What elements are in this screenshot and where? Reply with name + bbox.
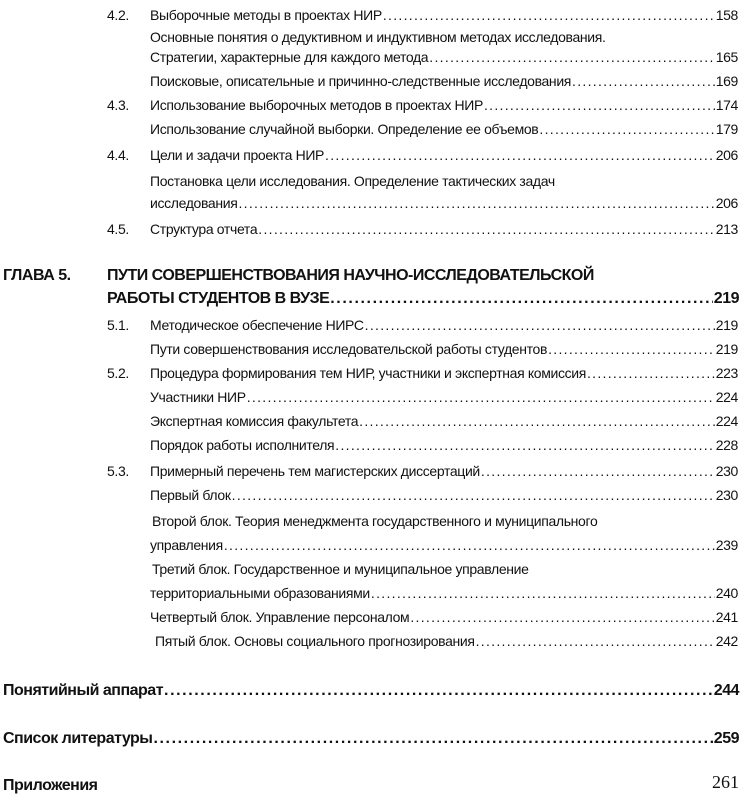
toc-entry[interactable] — [150, 72, 738, 90]
toc-entry[interactable] — [150, 436, 738, 454]
leader-dots — [238, 194, 714, 212]
toc-entry[interactable] — [150, 584, 738, 602]
leader-dots — [539, 120, 714, 138]
toc-entry[interactable] — [150, 120, 738, 138]
chapter-title: ПУТИ СОВЕРШЕНСТВОВАНИЯ НАУЧНО-ИССЛЕДОВАТЕЛЬСКОЙ — [107, 267, 594, 284]
toc-num: 4.5. — [107, 221, 129, 237]
toc-entry-title: Процедура формирования тем НИР, участники и экспертная комиссия — [150, 365, 586, 381]
toc-entry-title: Стратегии, характерные для каждого метода — [150, 49, 429, 65]
toc-entry-title: Порядок работы исполнителя — [150, 437, 335, 453]
toc-entry-page: 240 — [715, 585, 738, 601]
leader-dots — [247, 388, 715, 406]
toc-entry[interactable] — [150, 340, 738, 358]
toc-entry-page: 239 — [715, 537, 738, 553]
toc-entry[interactable] — [150, 388, 738, 406]
toc-entry-page: 242 — [715, 633, 738, 649]
toc-entry-title: Участники НИР — [150, 389, 246, 405]
toc-entry[interactable] — [150, 364, 738, 382]
toc-num: 4.3. — [107, 97, 129, 113]
toc-entry[interactable] — [150, 608, 738, 626]
toc-entry[interactable] — [155, 632, 738, 650]
toc-entry[interactable] — [150, 412, 738, 430]
toc-entry-title: Экспертная комиссия факультета — [150, 413, 359, 429]
leader-dots — [232, 486, 715, 504]
toc-entry-title: Поисковые, описательные и причинно-следственные исследования — [150, 73, 572, 89]
leader-dots — [410, 608, 714, 626]
toc-entry-title: Четвертый блок. Управление персоналом — [150, 609, 410, 625]
leader-dots — [383, 6, 715, 24]
toc-entry-title: Выборочные методы в проектах НИР — [150, 7, 382, 23]
toc-entry-title: Структура отчета — [150, 221, 258, 237]
toc-entry[interactable] — [150, 316, 738, 334]
toc-entry-title: Понятийный аппарат — [3, 682, 164, 699]
toc-entry-page: 174 — [715, 97, 738, 113]
toc-entry-page: 158 — [715, 7, 738, 23]
chapter-page: 219 — [713, 290, 739, 307]
chapter-label: ГЛАВА 5. — [3, 267, 71, 284]
toc-entry-title: Список литературы — [3, 730, 153, 747]
page-number: 261 — [712, 772, 739, 792]
leader-dots — [258, 220, 714, 238]
toc-entry-title: Пути совершенствования исследовательской работы студентов — [150, 341, 548, 357]
leader-dots — [481, 462, 715, 480]
leader-dots — [153, 730, 712, 748]
toc-entry[interactable] — [150, 96, 738, 114]
toc-entry[interactable] — [150, 536, 738, 554]
toc-entry-page: 223 — [715, 365, 738, 381]
toc-entry-page: 206 — [715, 195, 738, 211]
toc-entry-page: 165 — [715, 49, 738, 65]
chapter-entry[interactable] — [107, 290, 739, 308]
toc-entry-page: 213 — [715, 221, 738, 237]
toc-entry-title-line: Основные понятия о дедуктивном и индуктивном методах исследования. — [150, 29, 606, 45]
toc-entry-page: 241 — [715, 609, 738, 625]
toc-entry[interactable] — [150, 462, 738, 480]
leader-dots — [548, 340, 715, 358]
toc-entry-page: 179 — [715, 121, 738, 137]
toc-entry-page: 244 — [713, 682, 739, 699]
toc-entry-title-line: Постановка цели исследования. Определение тактических задач — [150, 173, 555, 189]
toc-entry[interactable] — [150, 6, 738, 24]
toc-entry-page: 224 — [715, 413, 738, 429]
toc-entry-title: Цели и задачи проекта НИР — [150, 147, 325, 163]
toc-entry-title: Примерный перечень тем магистерских диссертаций — [150, 463, 480, 479]
leader-dots — [365, 316, 715, 334]
toc-entry-page: 259 — [713, 730, 739, 747]
leader-dots — [371, 584, 715, 602]
toc-entry-page: 169 — [715, 73, 738, 89]
toc-entry-back-title: Приложения — [3, 777, 98, 794]
toc-entry[interactable] — [150, 194, 738, 212]
toc-entry[interactable] — [150, 146, 738, 164]
leader-dots — [330, 290, 713, 308]
toc-entry-title: Использование выборочных методов в проектах НИР — [150, 97, 483, 113]
toc-num: 5.2. — [107, 365, 129, 381]
leader-dots — [164, 682, 713, 700]
toc-entry-page: 219 — [715, 317, 738, 333]
chapter-title-line: РАБОТЫ СТУДЕНТОВ В ВУЗЕ — [107, 290, 330, 307]
toc-entry-page: 230 — [715, 463, 738, 479]
toc-entry-page: 206 — [715, 147, 738, 163]
toc-num: 5.1. — [107, 317, 129, 333]
leader-dots — [429, 48, 714, 66]
toc-entry-title: Первый блок — [150, 487, 231, 503]
toc-entry[interactable] — [150, 486, 738, 504]
leader-dots — [325, 146, 715, 164]
toc-entry-title: Пятый блок. Основы социального прогнозирования — [155, 633, 475, 649]
toc-entry-title: управления — [150, 537, 223, 553]
toc-entry-title-line: Второй блок. Теория менеджмента государственного и муниципального — [152, 513, 598, 529]
leader-dots — [224, 536, 715, 554]
toc-entry-back[interactable] — [3, 682, 739, 700]
toc-entry-back[interactable] — [3, 730, 739, 748]
toc-entry-title-line: Третий блок. Государственное и муниципальное управление — [152, 561, 529, 577]
toc-entry-page: 230 — [715, 487, 738, 503]
leader-dots — [359, 412, 715, 430]
leader-dots — [476, 632, 715, 650]
toc-num: 5.3. — [107, 463, 129, 479]
toc-entry-title: Использование случайной выборки. Определение ее объемов — [150, 121, 539, 137]
leader-dots — [572, 72, 715, 90]
toc-entry-page: 224 — [715, 389, 738, 405]
leader-dots — [335, 436, 714, 454]
toc-num: 4.2. — [107, 7, 129, 23]
toc-entry[interactable] — [150, 48, 738, 66]
leader-dots — [587, 364, 715, 382]
toc-num: 4.4. — [107, 147, 129, 163]
toc-entry-title: Методическое обеспечение НИРС — [150, 317, 364, 333]
toc-entry-title: исследования — [150, 195, 238, 211]
toc-entry-page: 228 — [715, 437, 738, 453]
toc-entry-title: территориальными образованиями — [150, 585, 370, 601]
leader-dots — [484, 96, 715, 114]
toc-entry-page: 219 — [715, 341, 738, 357]
toc-entry[interactable] — [150, 220, 738, 238]
